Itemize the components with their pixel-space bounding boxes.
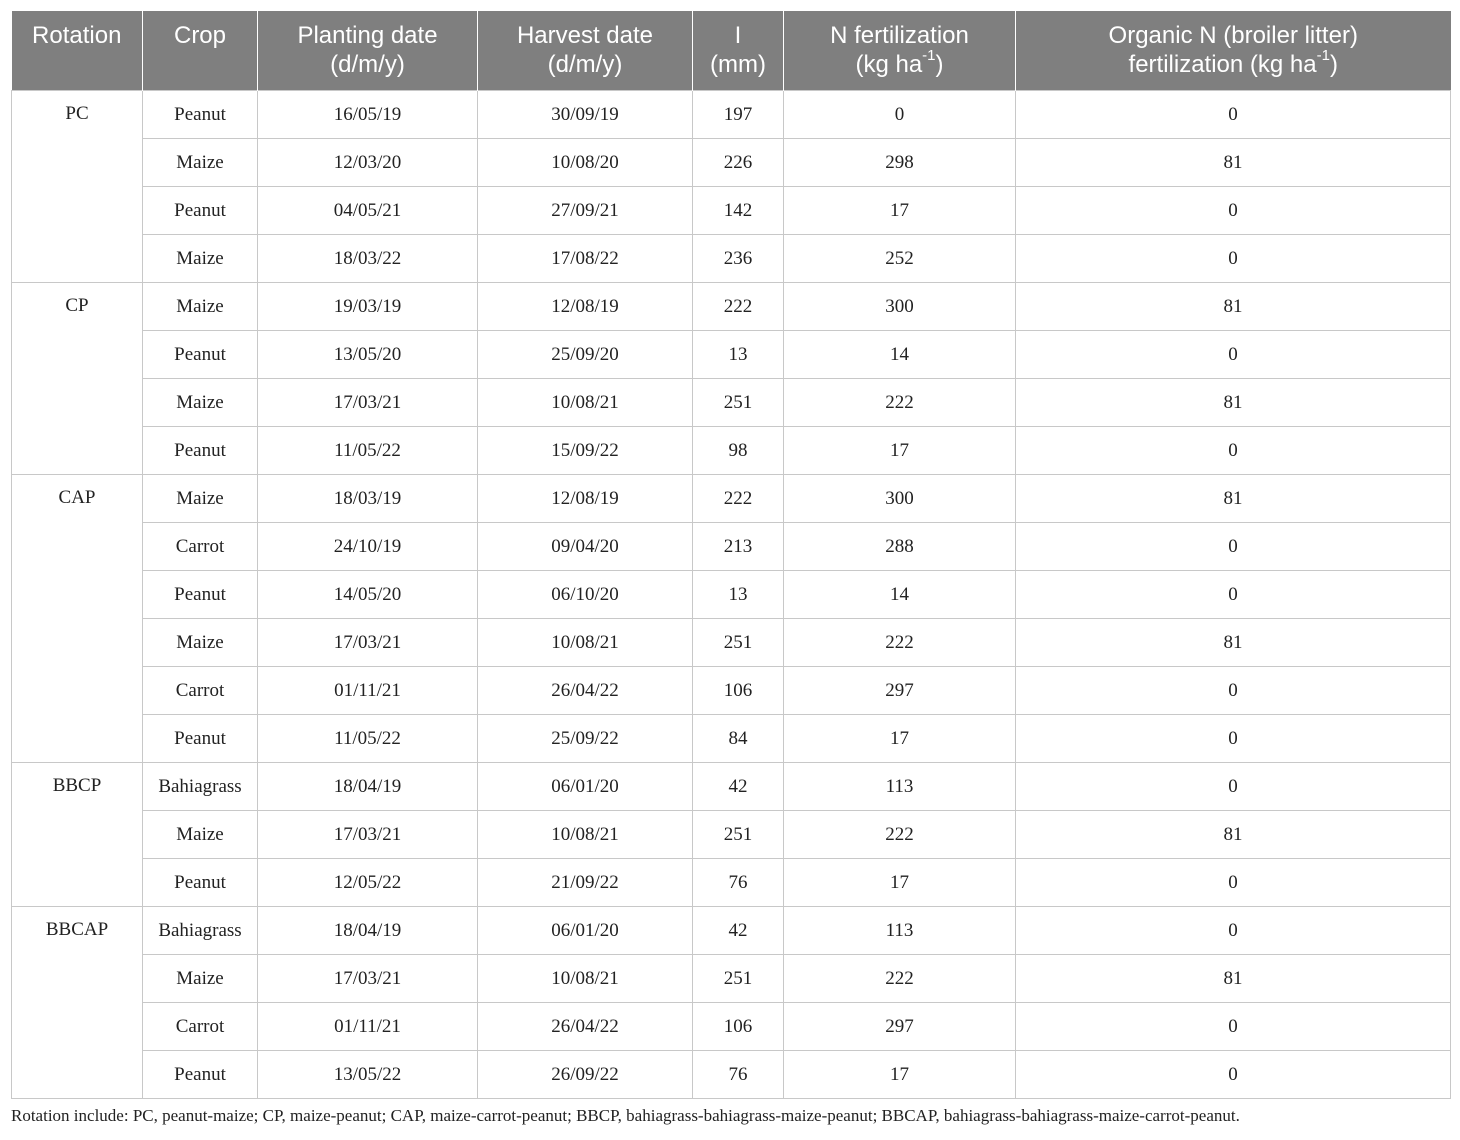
irrigation-cell: 42	[693, 907, 784, 955]
nfert-cell: 222	[784, 955, 1016, 1003]
crop-cell: Maize	[143, 619, 258, 667]
header-crop: Crop	[143, 11, 258, 91]
header-organic-n: Organic N (broiler litter) fertilization (kg $ha^{-1}$)	[1016, 11, 1451, 91]
organic-cell: 0	[1016, 523, 1451, 571]
harvest-cell: 10/08/21	[478, 811, 693, 859]
table-row	[12, 331, 1451, 379]
nfert-cell: 252	[784, 235, 1016, 283]
crop-cell: Bahiagrass	[143, 907, 258, 955]
crop-cell: Peanut	[143, 187, 258, 235]
crop-cell: Peanut	[143, 91, 258, 139]
irrigation-cell: 251	[693, 811, 784, 859]
harvest-cell: 26/04/22	[478, 667, 693, 715]
planting-cell: 01/11/21	[258, 667, 478, 715]
organic-cell: 0	[1016, 235, 1451, 283]
planting-cell: 18/03/19	[258, 475, 478, 523]
organic-cell: 0	[1016, 667, 1451, 715]
table-footnote: Rotation include: PC, peanut-maize; CP, maize-peanut; CAP, maize-carrot-peanut; BBCP, bahiagrass-bahiagrass-maize-peanut; BBCAP, bahiagrass-bahiagrass-maize-carrot-peanut.	[11, 1106, 1240, 1125]
irrigation-cell: 142	[693, 187, 784, 235]
planting-cell: 17/03/21	[258, 955, 478, 1003]
table-body	[12, 91, 1451, 1099]
crop-cell: Peanut	[143, 571, 258, 619]
crop-cell: Maize	[143, 379, 258, 427]
crop-cell: Carrot	[143, 1003, 258, 1051]
crop-cell: Carrot	[143, 523, 258, 571]
nfert-cell: 0	[784, 91, 1016, 139]
irrigation-cell: 76	[693, 1051, 784, 1099]
harvest-cell: 27/09/21	[478, 187, 693, 235]
harvest-cell: 26/04/22	[478, 1003, 693, 1051]
organic-cell: 0	[1016, 331, 1451, 379]
rotation-cell: PC	[12, 91, 143, 283]
nfert-cell: 300	[784, 475, 1016, 523]
organic-cell: 81	[1016, 619, 1451, 667]
organic-cell: 0	[1016, 571, 1451, 619]
harvest-cell: 06/01/20	[478, 763, 693, 811]
irrigation-cell: 236	[693, 235, 784, 283]
nfert-cell: 300	[784, 283, 1016, 331]
harvest-cell: 06/01/20	[478, 907, 693, 955]
table-row	[12, 187, 1451, 235]
irrigation-cell: 84	[693, 715, 784, 763]
organic-cell: 81	[1016, 475, 1451, 523]
crop-cell: Peanut	[143, 427, 258, 475]
planting-cell: 12/05/22	[258, 859, 478, 907]
crop-cell: Carrot	[143, 667, 258, 715]
organic-cell: 0	[1016, 763, 1451, 811]
irrigation-cell: 13	[693, 331, 784, 379]
crop-cell: Maize	[143, 139, 258, 187]
planting-cell: 13/05/20	[258, 331, 478, 379]
planting-cell: 24/10/19	[258, 523, 478, 571]
nfert-cell: 222	[784, 811, 1016, 859]
table-row	[12, 811, 1451, 859]
table-row	[12, 1051, 1451, 1099]
table-row	[12, 955, 1451, 1003]
planting-cell: 04/05/21	[258, 187, 478, 235]
irrigation-cell: 251	[693, 379, 784, 427]
table-row	[12, 1003, 1451, 1051]
planting-cell: 17/03/21	[258, 379, 478, 427]
organic-cell: 0	[1016, 907, 1451, 955]
rotation-cell: CAP	[12, 475, 143, 763]
irrigation-cell: 13	[693, 571, 784, 619]
harvest-cell: 21/09/22	[478, 859, 693, 907]
harvest-cell: 12/08/19	[478, 475, 693, 523]
table-row	[12, 715, 1451, 763]
planting-cell: 11/05/22	[258, 715, 478, 763]
rotation-cell: BBCAP	[12, 907, 143, 1099]
harvest-cell: 10/08/21	[478, 619, 693, 667]
harvest-cell: 06/10/20	[478, 571, 693, 619]
crop-cell: Bahiagrass	[143, 763, 258, 811]
nfert-cell: 298	[784, 139, 1016, 187]
irrigation-cell: 251	[693, 955, 784, 1003]
harvest-cell: 25/09/22	[478, 715, 693, 763]
harvest-cell: 10/08/21	[478, 955, 693, 1003]
header-row	[12, 11, 1451, 91]
table-row	[12, 427, 1451, 475]
crop-rotation-table	[11, 11, 1451, 1099]
organic-cell: 81	[1016, 283, 1451, 331]
irrigation-cell: 98	[693, 427, 784, 475]
table-row	[12, 859, 1451, 907]
planting-cell: 17/03/21	[258, 811, 478, 859]
table-row	[12, 523, 1451, 571]
harvest-cell: 12/08/19	[478, 283, 693, 331]
harvest-cell: 25/09/20	[478, 331, 693, 379]
table-row	[12, 571, 1451, 619]
table-row	[12, 379, 1451, 427]
table-row	[12, 475, 1451, 523]
planting-cell: 18/03/22	[258, 235, 478, 283]
harvest-cell: 09/04/20	[478, 523, 693, 571]
crop-cell: Peanut	[143, 715, 258, 763]
header-irrigation: I (mm)	[693, 11, 784, 91]
crop-cell: Peanut	[143, 331, 258, 379]
nfert-cell: 17	[784, 715, 1016, 763]
crop-cell: Peanut	[143, 859, 258, 907]
crop-cell: Peanut	[143, 1051, 258, 1099]
organic-cell: 81	[1016, 811, 1451, 859]
harvest-cell: 17/08/22	[478, 235, 693, 283]
nfert-cell: 17	[784, 859, 1016, 907]
nfert-cell: 17	[784, 427, 1016, 475]
rotation-cell: BBCP	[12, 763, 143, 907]
organic-cell: 81	[1016, 139, 1451, 187]
rotation-cell: CP	[12, 283, 143, 475]
nfert-cell: 14	[784, 331, 1016, 379]
nfert-cell: 17	[784, 1051, 1016, 1099]
irrigation-cell: 106	[693, 667, 784, 715]
header-planting-date: Planting date (d/m/y)	[258, 11, 478, 91]
table-container	[11, 11, 1450, 1099]
planting-cell: 01/11/21	[258, 1003, 478, 1051]
organic-cell: 0	[1016, 859, 1451, 907]
planting-cell: 11/05/22	[258, 427, 478, 475]
organic-cell: 0	[1016, 91, 1451, 139]
table-row	[12, 235, 1451, 283]
irrigation-cell: 222	[693, 283, 784, 331]
planting-cell: 13/05/22	[258, 1051, 478, 1099]
nfert-cell: 14	[784, 571, 1016, 619]
irrigation-cell: 213	[693, 523, 784, 571]
organic-cell: 0	[1016, 1051, 1451, 1099]
nfert-cell: 17	[784, 187, 1016, 235]
nfert-cell: 222	[784, 619, 1016, 667]
irrigation-cell: 197	[693, 91, 784, 139]
organic-cell: 0	[1016, 187, 1451, 235]
nfert-cell: 222	[784, 379, 1016, 427]
table-row	[12, 763, 1451, 811]
table-row	[12, 283, 1451, 331]
header-harvest-date: Harvest date (d/m/y)	[478, 11, 693, 91]
crop-cell: Maize	[143, 955, 258, 1003]
irrigation-cell: 42	[693, 763, 784, 811]
crop-cell: Maize	[143, 811, 258, 859]
planting-cell: 16/05/19	[258, 91, 478, 139]
crop-cell: Maize	[143, 475, 258, 523]
crop-cell: Maize	[143, 283, 258, 331]
table-row	[12, 139, 1451, 187]
table-row	[12, 91, 1451, 139]
irrigation-cell: 226	[693, 139, 784, 187]
nfert-cell: 297	[784, 1003, 1016, 1051]
irrigation-cell: 222	[693, 475, 784, 523]
table-row	[12, 667, 1451, 715]
header-n-fertilization: N fertilization (kg $ha^{-1}$)	[784, 11, 1016, 91]
harvest-cell: 26/09/22	[478, 1051, 693, 1099]
planting-cell: 18/04/19	[258, 907, 478, 955]
nfert-cell: 113	[784, 907, 1016, 955]
organic-cell: 81	[1016, 955, 1451, 1003]
table-row	[12, 619, 1451, 667]
organic-cell: 81	[1016, 379, 1451, 427]
organic-cell: 0	[1016, 715, 1451, 763]
nfert-cell: 297	[784, 667, 1016, 715]
irrigation-cell: 251	[693, 619, 784, 667]
header-rotation: Rotation	[12, 11, 143, 91]
harvest-cell: 15/09/22	[478, 427, 693, 475]
planting-cell: 18/04/19	[258, 763, 478, 811]
planting-cell: 12/03/20	[258, 139, 478, 187]
organic-cell: 0	[1016, 1003, 1451, 1051]
harvest-cell: 10/08/20	[478, 139, 693, 187]
crop-cell: Maize	[143, 235, 258, 283]
irrigation-cell: 76	[693, 859, 784, 907]
nfert-cell: 113	[784, 763, 1016, 811]
nfert-cell: 288	[784, 523, 1016, 571]
planting-cell: 19/03/19	[258, 283, 478, 331]
table-row	[12, 907, 1451, 955]
irrigation-cell: 106	[693, 1003, 784, 1051]
planting-cell: 14/05/20	[258, 571, 478, 619]
harvest-cell: 30/09/19	[478, 91, 693, 139]
harvest-cell: 10/08/21	[478, 379, 693, 427]
planting-cell: 17/03/21	[258, 619, 478, 667]
organic-cell: 0	[1016, 427, 1451, 475]
